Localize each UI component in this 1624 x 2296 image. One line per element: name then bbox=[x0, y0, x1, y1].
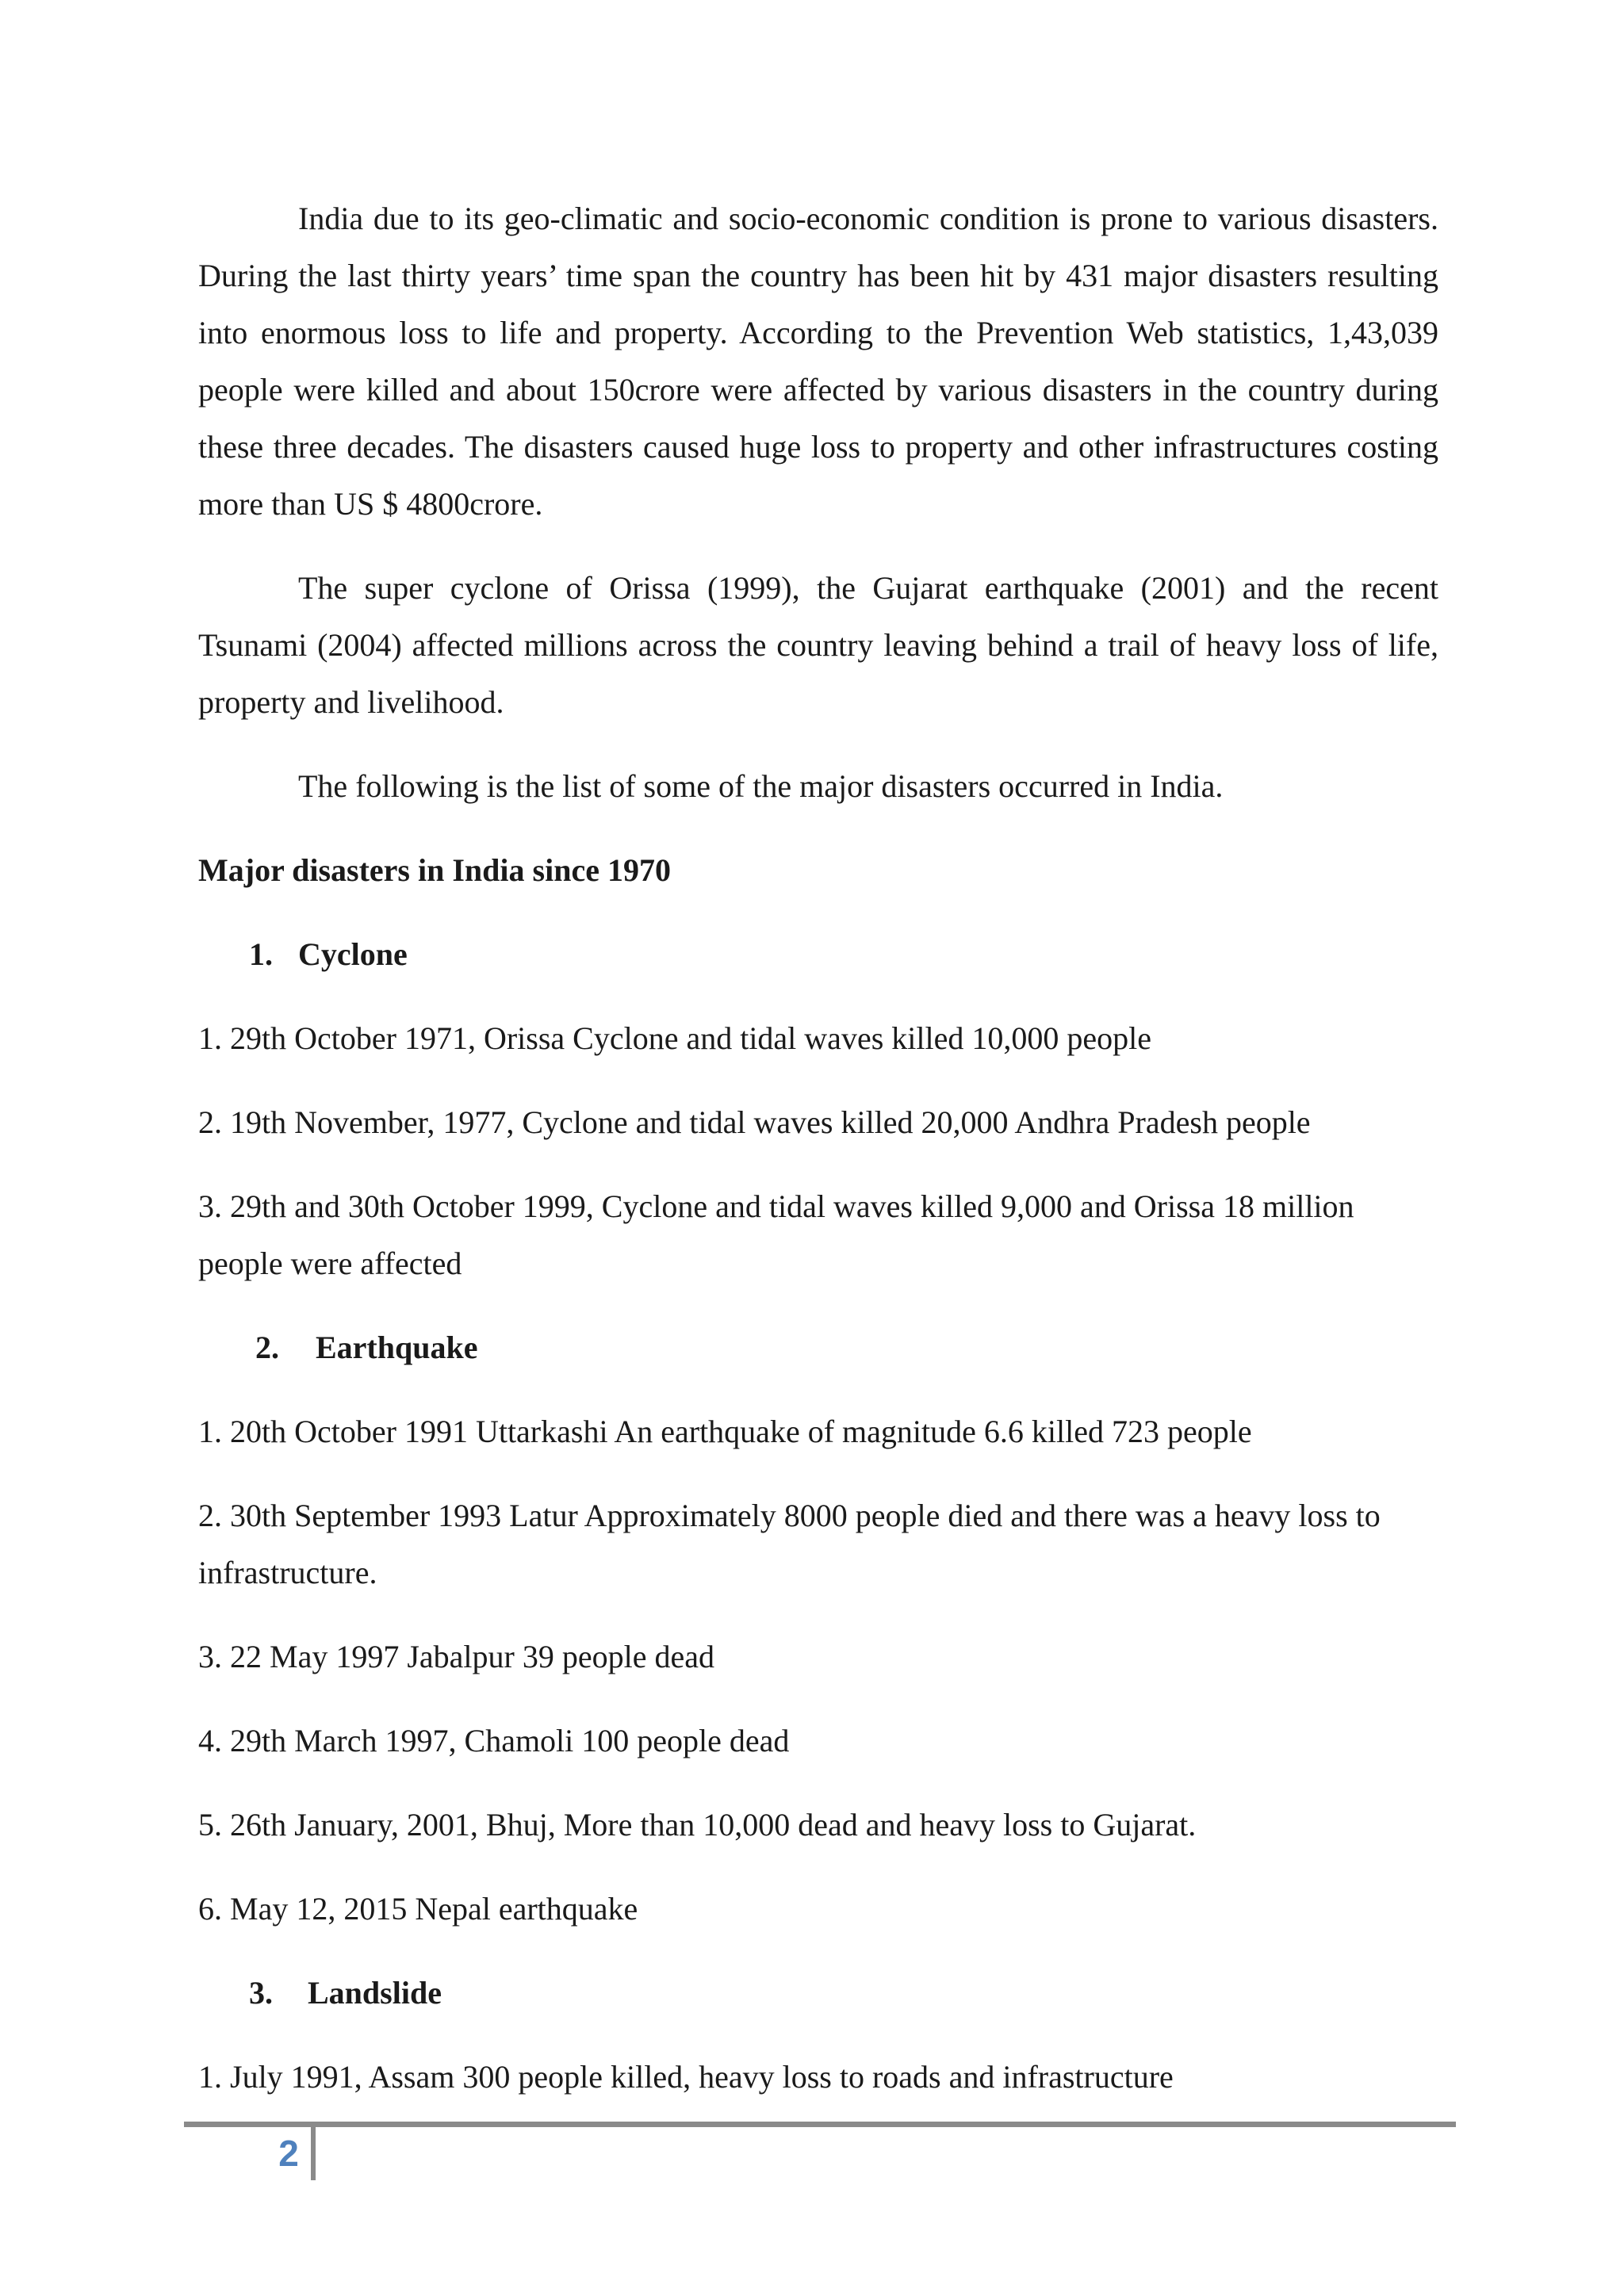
subsection-number: 3. bbox=[249, 1975, 273, 2011]
list-item: 1. 20th October 1991 Uttarkashi An earthquake of magnitude 6.6 killed 723 people bbox=[198, 1414, 1252, 1449]
list-item: 3. 29th and 30th October 1999, Cyclone and tidal waves killed 9,000 and Orissa 18 million people were affected bbox=[198, 1188, 1354, 1281]
subsection-title: Landslide bbox=[308, 1975, 442, 2011]
subsection-title: Earthquake bbox=[316, 1330, 478, 1365]
subsection-number: 1. bbox=[249, 936, 273, 972]
footer-rule bbox=[184, 2122, 1456, 2127]
page-number: 2 bbox=[278, 2133, 299, 2174]
document-body bbox=[198, 190, 1438, 2133]
footer-divider bbox=[311, 2127, 316, 2180]
list-item: 1. 29th October 1971, Orissa Cyclone and tidal waves killed 10,000 people bbox=[198, 1020, 1151, 1056]
list-item: 4. 29th March 1997, Chamoli 100 people dead bbox=[198, 1723, 790, 1758]
list-item: 2. 30th September 1993 Latur Approximately 8000 people died and there was a heavy loss to infrastructure. bbox=[198, 1498, 1381, 1590]
list-item: 6. May 12, 2015 Nepal earthquake bbox=[198, 1891, 638, 1927]
intro-paragraph-2: The super cyclone of Orissa (1999), the Gujarat earthquake (2001) and the recent Tsunami (2004) affected millions across the country leaving behind a trail of heavy loss of life, property and livelihood. bbox=[198, 570, 1438, 720]
subsection-number: 2. bbox=[255, 1330, 279, 1365]
intro-paragraph-1: India due to its geo-climatic and socio-economic condition is prone to various disasters. During the last thirty years’ time span the country has been hit by 431 major disasters resulting into enormous loss to life and property. According to the Prevention Web statistics, 1,43,039 people were killed and about 150crore were affected by various disasters in the country during these three decades. The disasters caused huge loss to property and other infrastructures costing more than US $ 4800crore. bbox=[198, 201, 1438, 522]
section-title: Major disasters in India since 1970 bbox=[198, 852, 671, 888]
list-item: 5. 26th January, 2001, Bhuj, More than 10,000 dead and heavy loss to Gujarat. bbox=[198, 1807, 1197, 1843]
subsection-heading-landslide bbox=[198, 1965, 1438, 2022]
list-item: 2. 19th November, 1977, Cyclone and tidal waves killed 20,000 Andhra Pradesh people bbox=[198, 1104, 1311, 1140]
subsection-title: Cyclone bbox=[298, 936, 408, 972]
subsection-heading-earthquake bbox=[198, 1319, 1438, 1376]
intro-paragraph-3: The following is the list of some of the major disasters occurred in India. bbox=[298, 768, 1224, 804]
list-item: 3. 22 May 1997 Jabalpur 39 people dead bbox=[198, 1639, 714, 1674]
list-item: 1. July 1991, Assam 300 people killed, heavy loss to roads and infrastructure bbox=[198, 2059, 1174, 2095]
subsection-heading-cyclone bbox=[198, 926, 1438, 983]
